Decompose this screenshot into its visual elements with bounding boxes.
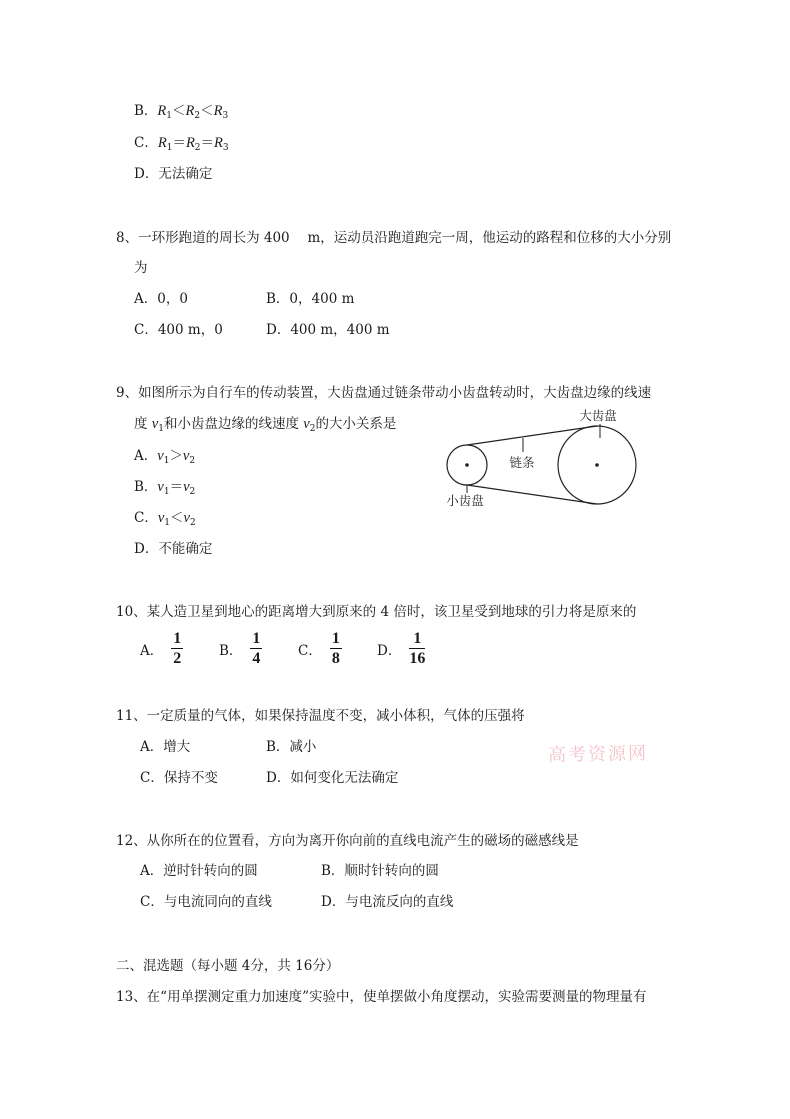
- q12-stem: 12、从你所在的位置看，方向为离开你向前的直线电流产生的磁场的磁感线是: [116, 833, 579, 849]
- q8-option-d: D．400 m，400 m: [266, 322, 390, 338]
- q9-stem-line2: 度 $v_1$和小齿盘边缘的线速度 $v_2$的大小关系是: [134, 416, 397, 434]
- q10-option-a: A． $\frac{1}{2}$: [140, 630, 182, 667]
- q10-option-c: C． $\frac{1}{8}$: [298, 630, 340, 667]
- q10-option-b: B． $\frac{1}{4}$: [219, 630, 261, 667]
- q11-option-b: B．减小: [266, 739, 317, 755]
- chain-top: [467, 426, 597, 445]
- q8-option-c: C．400 m，0: [134, 322, 223, 338]
- q10-stem: 10、某人造卫星到地心的距离增大到原来的 4 倍时，该卫星受到地球的引力将是原来的: [116, 604, 637, 620]
- chain-label: 链条: [509, 455, 535, 470]
- q9-option-a: A．$v_1>v_2$: [134, 448, 196, 466]
- q9-stem-line1: 9、如图所示为自行车的传动装置，大齿盘通过链条带动小齿盘转动时，大齿盘边缘的线速: [116, 385, 652, 401]
- q12-option-a: A．逆时针转向的圆: [140, 863, 258, 879]
- q8-option-a: A．0，0: [134, 291, 188, 307]
- section2-heading: 二、混选题（每小题 4分，共 16分）: [116, 958, 340, 974]
- q7-option-c: C．$R_1=R_2=R_3$: [134, 135, 229, 153]
- q11-stem: 11、一定质量的气体，如果保持温度不变，减小体积，气体的压强将: [116, 708, 525, 724]
- q12-option-d: D．与电流反向的直线: [321, 894, 454, 910]
- q7-option-b: B．$R_1<R_2<R_3$: [134, 103, 229, 121]
- q10-option-d: D． $\frac{1}{16}$: [377, 630, 426, 667]
- watermark: 高考资源网: [547, 743, 649, 766]
- q11-option-c: C．保持不变: [140, 770, 218, 786]
- q12-option-b: B．顺时针转向的圆: [321, 863, 439, 879]
- q12-option-c: C．与电流同向的直线: [140, 894, 272, 910]
- q11-option-d: D．如何变化无法确定: [266, 770, 399, 786]
- q13-stem: 13、在“用单摆测定重力加速度”实验中，使单摆做小角度摆动，实验需要测量的物理量有: [116, 989, 647, 1005]
- q8-stem-line2: 为: [134, 260, 148, 276]
- small-gear-label: 小齿盘: [446, 493, 484, 508]
- big-gear-center: [595, 463, 599, 467]
- chain-bottom: [467, 485, 597, 504]
- q9-option-d: D．不能确定: [134, 541, 213, 557]
- q8-stem-line1: 8、一环形跑道的周长为 400 m，运动员沿跑道跑完一周，他运动的路程和位移的大小分别: [116, 230, 672, 246]
- q9-option-c: C．$v_1<v_2$: [134, 510, 196, 528]
- small-gear-center: [465, 463, 469, 467]
- gear-transmission-figure: [430, 400, 660, 515]
- q9-option-b: B．$v_1=v_2$: [134, 479, 196, 497]
- q11-option-a: A．增大: [140, 739, 191, 755]
- big-gear-label: 大齿盘: [579, 408, 617, 423]
- q8-option-b: B．0，400 m: [266, 291, 355, 307]
- q7-option-d: D．无法确定: [134, 166, 213, 182]
